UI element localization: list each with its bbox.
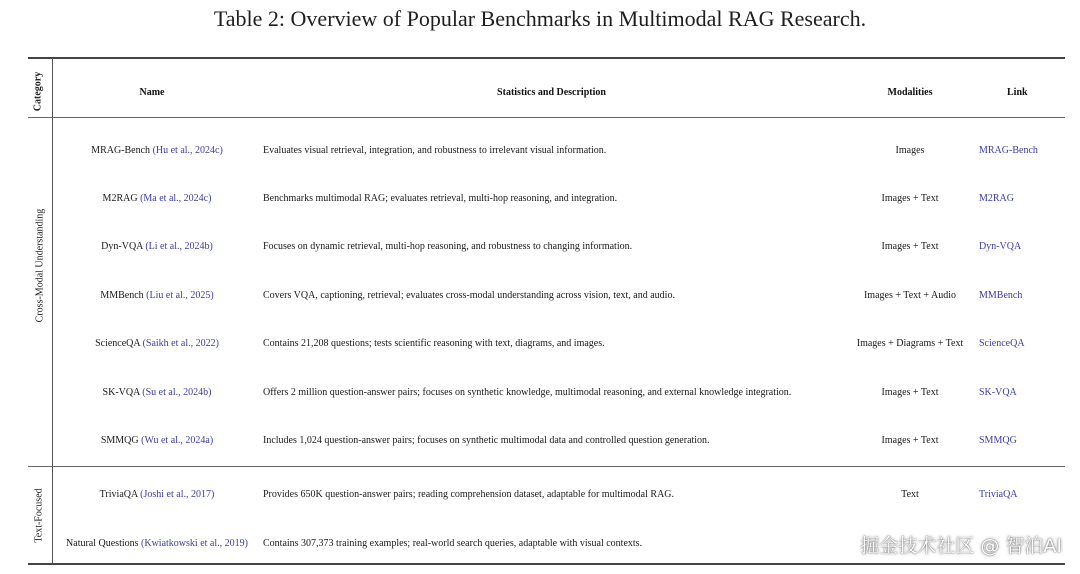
benchmark-link[interactable]: SMMQG <box>979 435 1017 446</box>
category-text-focused: Text-Focused <box>33 488 45 543</box>
benchmark-name: SMMQG <box>100 435 139 446</box>
table-row-description: Provides 650K question-answer pairs; reading comprehension dataset, adaptable for multimodal RAG. <box>263 489 675 500</box>
benchmark-link[interactable]: M2RAG <box>979 193 1015 204</box>
table-row-name <box>52 193 262 204</box>
benchmark-name: MRAG-Bench <box>91 145 151 156</box>
table-row-modalities: Images + Text <box>881 241 939 252</box>
table-row-modalities: Images + Text + Audio <box>863 290 957 301</box>
citation-link[interactable]: (Joshi et al., 2017) <box>140 489 215 500</box>
citation-link[interactable]: (Liu et al., 2025) <box>146 290 214 301</box>
section-rule <box>28 466 1065 467</box>
header-link: Link <box>1007 87 1028 98</box>
table-row-description: Covers VQA, captioning, retrieval; evaluates cross-modal understanding across vision, text, and audio. <box>263 290 675 301</box>
benchmark-link[interactable]: ScienceQA <box>979 338 1025 349</box>
citation-link[interactable]: (Hu et al., 2024c) <box>152 145 223 156</box>
benchmark-link[interactable]: TriviaQA <box>979 489 1018 500</box>
benchmark-link[interactable]: SK-VQA <box>979 387 1017 398</box>
table-row-name <box>52 145 262 156</box>
bottom-rule <box>28 563 1065 565</box>
table-row-name <box>52 489 262 500</box>
citation-link[interactable]: (Saikh et al., 2022) <box>142 338 219 349</box>
table-row-description: Focuses on dynamic retrieval, multi-hop reasoning, and robustness to changing information. <box>263 241 633 252</box>
table-row-modalities: Images + Text <box>881 387 939 398</box>
table-row-modalities: Images + Diagrams + Text <box>856 338 964 349</box>
citation-link[interactable]: (Su et al., 2024b) <box>142 387 212 398</box>
table-row-description: Offers 2 million question-answer pairs; focuses on synthetic knowledge, multimodal reasoning, and external knowledge integration. <box>263 387 792 398</box>
table-row-name <box>52 435 262 446</box>
table-row-description: Contains 21,208 questions; tests scientific reasoning with text, diagrams, and images. <box>263 338 605 349</box>
benchmark-name: MMBench <box>100 290 144 301</box>
benchmark-name: SK-VQA <box>102 387 140 398</box>
table-row-description: Includes 1,024 question-answer pairs; focuses on synthetic multimodal data and controlled question generation. <box>263 435 710 446</box>
table-row-name <box>52 241 262 252</box>
table-row-description: Contains 307,373 training examples; real-world search queries, adaptable with visual contexts. <box>263 538 643 549</box>
table-row-description: Evaluates visual retrieval, integration, and robustness to irrelevant visual information. <box>263 145 607 156</box>
header-name: Name <box>139 87 165 98</box>
top-rule <box>28 57 1065 59</box>
benchmark-name: M2RAG <box>102 193 138 204</box>
table-row-name <box>52 290 262 301</box>
benchmark-name: TriviaQA <box>99 489 138 500</box>
header-category: Category <box>32 71 44 112</box>
citation-link[interactable]: (Kwiatkowski et al., 2019) <box>141 538 248 549</box>
table-row-modalities: Images + Text <box>881 193 939 204</box>
benchmark-link[interactable]: MRAG-Bench <box>979 145 1038 156</box>
table-row-name <box>52 338 262 349</box>
citation-link[interactable]: (Ma et al., 2024c) <box>140 193 212 204</box>
table-caption: Table 2: Overview of Popular Benchmarks in Multimodal RAG Research. <box>213 6 867 31</box>
category-cross-modal: Cross-Modal Understanding <box>34 208 46 323</box>
citation-link[interactable]: (Wu et al., 2024a) <box>141 435 214 446</box>
benchmark-link[interactable]: Dyn-VQA <box>979 241 1022 252</box>
benchmark-name: Natural Questions <box>66 538 139 549</box>
header-description: Statistics and Description <box>497 87 606 98</box>
table-row-description: Benchmarks multimodal RAG; evaluates retrieval, multi-hop reasoning, and integration. <box>263 193 618 204</box>
benchmark-name: ScienceQA <box>95 338 141 349</box>
table-row-modalities: Images + Text <box>881 435 939 446</box>
watermark: 掘金技术社区 @ 智泊AI <box>860 535 1062 557</box>
category-divider <box>52 58 53 563</box>
table-row-name <box>52 387 262 398</box>
table-row-modalities: Images <box>895 145 925 156</box>
header-rule <box>28 117 1065 118</box>
table-row-modalities: Text <box>901 489 919 500</box>
benchmark-name: Dyn-VQA <box>101 241 143 252</box>
citation-link[interactable]: (Li et al., 2024b) <box>145 241 213 252</box>
benchmark-link[interactable]: MMBench <box>979 290 1023 301</box>
header-modalities: Modalities <box>887 87 933 98</box>
table-row-name <box>52 538 262 549</box>
